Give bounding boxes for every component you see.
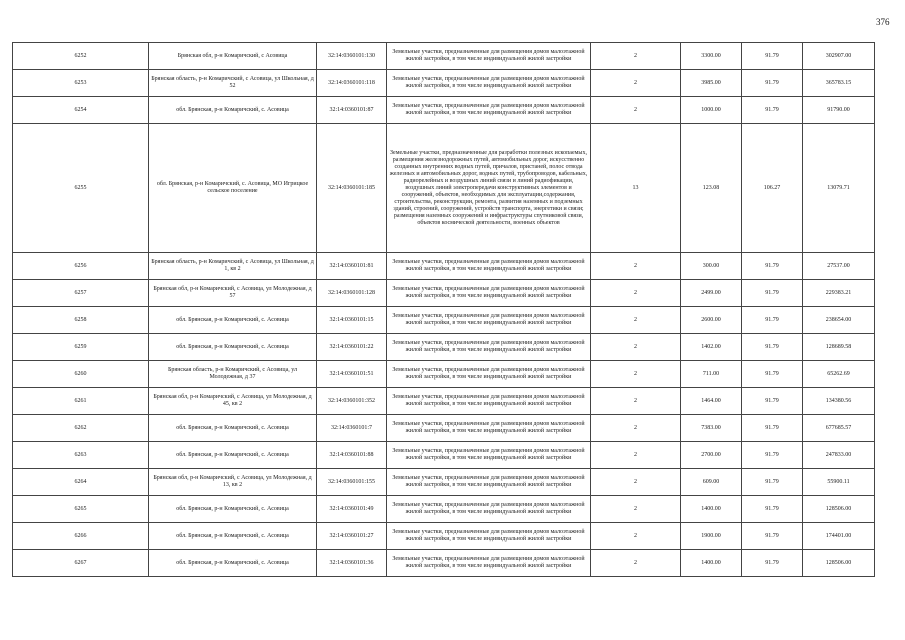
- cadastral-number-cell: 32:14:0360101:88: [317, 442, 387, 469]
- cadastral-number-cell: 32:14:0360101:118: [317, 70, 387, 97]
- address-cell: Брянская область, р-н Комаричский, с Асовица, ул Школьная, д 52: [149, 70, 317, 97]
- row-number-cell: 6261: [13, 388, 149, 415]
- group-cell: 2: [591, 442, 681, 469]
- cadastral-value-cell: 65262.69: [803, 361, 875, 388]
- area-cell: 1402.00: [681, 334, 742, 361]
- cadastral-number-cell: 32:14:0360101:7: [317, 415, 387, 442]
- table-row: [13, 43, 875, 70]
- row-number-cell: 6252: [13, 43, 149, 70]
- row-number-cell: 6264: [13, 469, 149, 496]
- address-cell: обл. Брянская, р-н Комаричский, с. Асовица: [149, 496, 317, 523]
- unit-value-cell: 91.79: [742, 442, 803, 469]
- area-cell: 1464.00: [681, 388, 742, 415]
- group-cell: 2: [591, 361, 681, 388]
- row-number-cell: 6256: [13, 253, 149, 280]
- group-cell: 2: [591, 550, 681, 577]
- cadastral-number-cell: 32:14:0360101:185: [317, 124, 387, 253]
- address-cell: обл. Брянская, р-н Комаричский, с. Асовица: [149, 97, 317, 124]
- row-number-cell: 6260: [13, 361, 149, 388]
- group-cell: 2: [591, 97, 681, 124]
- cadastral-number-cell: 32:14:0360101:36: [317, 550, 387, 577]
- table-row: [13, 442, 875, 469]
- unit-value-cell: 91.79: [742, 523, 803, 550]
- table-row: [13, 415, 875, 442]
- cadastral-number-cell: 32:14:0360101:155: [317, 469, 387, 496]
- row-number-cell: 6254: [13, 97, 149, 124]
- cadastral-value-cell: 365783.15: [803, 70, 875, 97]
- address-cell: обл. Брянская, р-н Комаричский, с. Асовица: [149, 415, 317, 442]
- unit-value-cell: 91.79: [742, 280, 803, 307]
- cadastral-value-cell: 247833.00: [803, 442, 875, 469]
- unit-value-cell: 91.79: [742, 253, 803, 280]
- group-cell: 2: [591, 496, 681, 523]
- group-cell: 2: [591, 307, 681, 334]
- land-use-purpose-cell: Земельные участки, предназначенные для размещения домов малоэтажной жилой застройки, в том числе индивидуальной жилой застройки: [387, 70, 591, 97]
- cadastral-number-cell: 32:14:0360101:49: [317, 496, 387, 523]
- area-cell: 609.00: [681, 469, 742, 496]
- cadastral-number-cell: 32:14:0360101:27: [317, 523, 387, 550]
- group-cell: 2: [591, 253, 681, 280]
- address-cell: обл. Брянская, р-н Комаричский, с. Асовица: [149, 334, 317, 361]
- row-number-cell: 6258: [13, 307, 149, 334]
- group-cell: 2: [591, 415, 681, 442]
- group-cell: 2: [591, 43, 681, 70]
- table-row: [13, 550, 875, 577]
- land-use-purpose-cell: Земельные участки, предназначенные для размещения домов малоэтажной жилой застройки, в том числе индивидуальной жилой застройки: [387, 415, 591, 442]
- row-number-cell: 6259: [13, 334, 149, 361]
- area-cell: 2700.00: [681, 442, 742, 469]
- table-row: [13, 388, 875, 415]
- land-use-purpose-cell: Земельные участки, предназначенные для размещения домов малоэтажной жилой застройки, в том числе индивидуальной жилой застройки: [387, 469, 591, 496]
- area-cell: 1900.00: [681, 523, 742, 550]
- unit-value-cell: 91.79: [742, 388, 803, 415]
- cadastral-number-cell: 32:14:0360101:81: [317, 253, 387, 280]
- land-use-purpose-cell: Земельные участки, предназначенные для разработки полезных ископаемых, размещения железнодорожных путей, автомобильных дорог, искусственно созданных внутренних водных путей, причалов, пристаней, полос отвода железных и автомобильных дорог, водных путей, трубопроводов, кабельных, радиорелейных и воздушных линий связи и линий радиофикации, воздушных линий электропередачи конструктивных элементов и сооружений, объектов, необходимых для эксплуатации,содержания, строительства, реконструкции, ремонта, развития наземных и подземных зданий, строений, сооружений, устройств транспорта, энергетики и связи; размещения наземных сооружений и инфраструктуры спутниковой связи, объектов космической деятельности, военных объектов: [387, 124, 591, 253]
- unit-value-cell: 91.79: [742, 334, 803, 361]
- land-use-purpose-cell: Земельные участки, предназначенные для размещения домов малоэтажной жилой застройки, в том числе индивидуальной жилой застройки: [387, 496, 591, 523]
- page-number: 376: [876, 17, 890, 27]
- land-use-purpose-cell: Земельные участки, предназначенные для размещения домов малоэтажной жилой застройки, в том числе индивидуальной жилой застройки: [387, 442, 591, 469]
- table-row: [13, 70, 875, 97]
- address-cell: обл. Брянская, р-н Комаричский, с. Асовица: [149, 523, 317, 550]
- address-cell: Брянская обл, р-н Комаричский, с Асовица, ул Молодежная, д 45, кв 2: [149, 388, 317, 415]
- address-cell: Брянская область, р-н Комаричский, с Асовица, ул Школьная, д 1, кв 2: [149, 253, 317, 280]
- table-row: [13, 334, 875, 361]
- cadastral-value-cell: 27537.00: [803, 253, 875, 280]
- group-cell: 2: [591, 70, 681, 97]
- cadastral-value-cell: 229383.21: [803, 280, 875, 307]
- table-body: [13, 43, 875, 577]
- cadastral-value-cell: 302907.00: [803, 43, 875, 70]
- cadastral-value-cell: 128506.00: [803, 550, 875, 577]
- unit-value-cell: 91.79: [742, 496, 803, 523]
- table-row: [13, 469, 875, 496]
- land-use-purpose-cell: Земельные участки, предназначенные для размещения домов малоэтажной жилой застройки, в том числе индивидуальной жилой застройки: [387, 388, 591, 415]
- row-number-cell: 6267: [13, 550, 149, 577]
- land-use-purpose-cell: Земельные участки, предназначенные для размещения домов малоэтажной жилой застройки, в том числе индивидуальной жилой застройки: [387, 523, 591, 550]
- table-row: [13, 496, 875, 523]
- cadastral-value-cell: 174401.00: [803, 523, 875, 550]
- area-cell: 3985.00: [681, 70, 742, 97]
- land-use-purpose-cell: Земельные участки, предназначенные для размещения домов малоэтажной жилой застройки, в том числе индивидуальной жилой застройки: [387, 43, 591, 70]
- area-cell: 7383.00: [681, 415, 742, 442]
- row-number-cell: 6257: [13, 280, 149, 307]
- area-cell: 300.00: [681, 253, 742, 280]
- land-use-purpose-cell: Земельные участки, предназначенные для размещения домов малоэтажной жилой застройки, в том числе индивидуальной жилой застройки: [387, 97, 591, 124]
- land-use-purpose-cell: Земельные участки, предназначенные для размещения домов малоэтажной жилой застройки, в том числе индивидуальной жилой застройки: [387, 550, 591, 577]
- row-number-cell: 6253: [13, 70, 149, 97]
- address-cell: обл. Брянская, р-н Комаричский, с. Асовица, МО Игрицкое сельское поселение: [149, 124, 317, 253]
- cadastral-value-cell: 91790.00: [803, 97, 875, 124]
- table-row: [13, 523, 875, 550]
- address-cell: Брянская обл, р-н Комаричский, с Асовица: [149, 43, 317, 70]
- row-number-cell: 6255: [13, 124, 149, 253]
- land-use-purpose-cell: Земельные участки, предназначенные для размещения домов малоэтажной жилой застройки, в том числе индивидуальной жилой застройки: [387, 280, 591, 307]
- group-cell: 2: [591, 388, 681, 415]
- unit-value-cell: 91.79: [742, 415, 803, 442]
- land-plots-table: [12, 42, 875, 577]
- table-row: [13, 280, 875, 307]
- area-cell: 2600.00: [681, 307, 742, 334]
- unit-value-cell: 91.79: [742, 43, 803, 70]
- table-row: [13, 253, 875, 280]
- address-cell: Брянская область, р-н Комаричский, с Асовица, ул Молодежная, д 37: [149, 361, 317, 388]
- land-use-purpose-cell: Земельные участки, предназначенные для размещения домов малоэтажной жилой застройки, в том числе индивидуальной жилой застройки: [387, 361, 591, 388]
- unit-value-cell: 91.79: [742, 70, 803, 97]
- area-cell: 3300.00: [681, 43, 742, 70]
- land-use-purpose-cell: Земельные участки, предназначенные для размещения домов малоэтажной жилой застройки, в том числе индивидуальной жилой застройки: [387, 253, 591, 280]
- group-cell: 13: [591, 124, 681, 253]
- unit-value-cell: 106.27: [742, 124, 803, 253]
- unit-value-cell: 91.79: [742, 550, 803, 577]
- cadastral-value-cell: 128506.00: [803, 496, 875, 523]
- area-cell: 1400.00: [681, 496, 742, 523]
- area-cell: 1400.00: [681, 550, 742, 577]
- address-cell: Брянская обл, р-н Комаричский, с Асовица, ул Молодежная, д 13, кв 2: [149, 469, 317, 496]
- table-row: [13, 361, 875, 388]
- row-number-cell: 6263: [13, 442, 149, 469]
- cadastral-value-cell: 55900.11: [803, 469, 875, 496]
- unit-value-cell: 91.79: [742, 361, 803, 388]
- cadastral-value-cell: 128689.58: [803, 334, 875, 361]
- cadastral-number-cell: 32:14:0360101:15: [317, 307, 387, 334]
- group-cell: 2: [591, 280, 681, 307]
- cadastral-number-cell: 32:14:0360101:128: [317, 280, 387, 307]
- table-row: [13, 124, 875, 253]
- unit-value-cell: 91.79: [742, 307, 803, 334]
- cadastral-value-cell: 13079.71: [803, 124, 875, 253]
- group-cell: 2: [591, 334, 681, 361]
- row-number-cell: 6265: [13, 496, 149, 523]
- unit-value-cell: 91.79: [742, 97, 803, 124]
- land-use-purpose-cell: Земельные участки, предназначенные для размещения домов малоэтажной жилой застройки, в том числе индивидуальной жилой застройки: [387, 307, 591, 334]
- address-cell: Брянская обл, р-н Комаричский, с Асовица, ул Молодежная, д 57: [149, 280, 317, 307]
- area-cell: 711.00: [681, 361, 742, 388]
- cadastral-value-cell: 238654.00: [803, 307, 875, 334]
- group-cell: 2: [591, 523, 681, 550]
- row-number-cell: 6262: [13, 415, 149, 442]
- cadastral-value-cell: 134380.56: [803, 388, 875, 415]
- table-row: [13, 97, 875, 124]
- row-number-cell: 6266: [13, 523, 149, 550]
- address-cell: обл. Брянская, р-н Комаричский, с. Асовица: [149, 442, 317, 469]
- cadastral-number-cell: 32:14:0360101:22: [317, 334, 387, 361]
- address-cell: обл. Брянская, р-н Комаричский, с. Асовица: [149, 307, 317, 334]
- unit-value-cell: 91.79: [742, 469, 803, 496]
- area-cell: 1000.00: [681, 97, 742, 124]
- cadastral-number-cell: 32:14:0360101:130: [317, 43, 387, 70]
- area-cell: 123.08: [681, 124, 742, 253]
- group-cell: 2: [591, 469, 681, 496]
- cadastral-number-cell: 32:14:0360101:87: [317, 97, 387, 124]
- land-use-purpose-cell: Земельные участки, предназначенные для размещения домов малоэтажной жилой застройки, в том числе индивидуальной жилой застройки: [387, 334, 591, 361]
- address-cell: обл. Брянская, р-н Комаричский, с. Асовица: [149, 550, 317, 577]
- cadastral-number-cell: 32:14:0360101:51: [317, 361, 387, 388]
- cadastral-number-cell: 32:14:0360101:352: [317, 388, 387, 415]
- area-cell: 2499.00: [681, 280, 742, 307]
- cadastral-value-cell: 677685.57: [803, 415, 875, 442]
- table-row: [13, 307, 875, 334]
